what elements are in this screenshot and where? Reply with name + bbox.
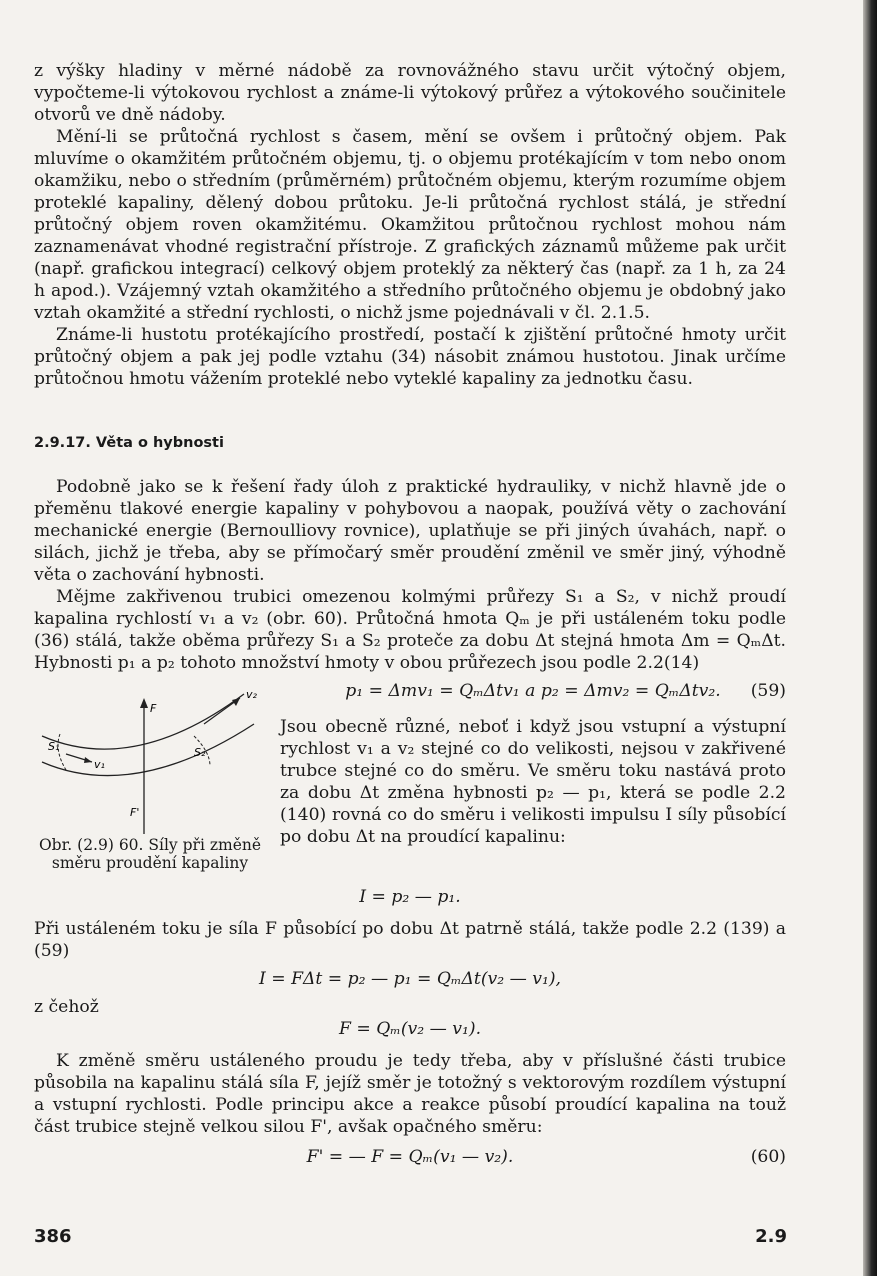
label-v1: v₁ — [94, 758, 105, 771]
paragraph: Známe-li hustotu protékajícího prostředí, postačí k zjištění průtočné hmoty určit průtočný objem a pak jej podle vztahu (34) násobit známou hustotou. Jinak určíme průtočnou hmotu vážením proteklé nebo vyteklé kapaliny za jednotku času. — [34, 325, 786, 389]
label-S2: S₂ — [194, 746, 206, 759]
page-body — [34, 60, 786, 1168]
equation-number: (60) — [750, 1147, 786, 1167]
label-S1: S₁ — [48, 740, 60, 753]
force-f-arrowhead — [140, 698, 148, 708]
paragraph: Jsou obecně různé, neboť i když jsou vstupní a výstupní rychlost v₁ a v₂ stejné co do velikosti, nejsou v zakřivené trubce stejné co do směru. Ve směru toku nastává proto za dobu Δt změna hybnosti p₂ — p₁, která se podle 2.2 (140) rovná co do směru i velikosti impulsu I síly působící po dobu Δt na proudící kapalinu: — [280, 717, 786, 847]
text-whence: z čehož — [34, 997, 99, 1017]
equation-force: F = Qₘ(v₂ — v₁). — [338, 1019, 482, 1039]
curved-tube-diagram — [34, 684, 264, 834]
equation-59: p₁ = Δmv₁ = QₘΔtv₁ a p₂ = Δmv₂ = QₘΔtv₂. — [345, 681, 721, 701]
equation-60: F' = — F = Qₘ(v₁ — v₂). — [306, 1147, 514, 1167]
equation-impulse: I = p₂ — p₁. — [359, 887, 461, 907]
label-F-prime: F' — [130, 806, 140, 819]
paragraph: Mějme zakřivenou trubici omezenou kolmými průřezy S₁ a S₂, v nichž proudí kapalina rychlostí v₁ a v₂ (obr. 60). Průtočná hmota Qₘ je při ustáleném toku podle (36) stálá, takže oběma průřezy S₁ a S₂ proteče za dobu Δt stejná hmota Δm = QₘΔt. Hybnosti p₁ a p₂ tohoto množství hmoty v obou průřezech jsou podle 2.2(14) — [34, 587, 786, 673]
equation-60-row — [34, 1146, 786, 1168]
page-number: 386 — [34, 1226, 72, 1247]
label-v2: v₂ — [246, 688, 257, 701]
paragraph: Podobně jako se k řešení řady úloh z praktické hydrauliky, v nichž hlavně jde o přeměnu tlakové energie kapaliny v pohybovou a naopak, používá věty o zachování mechanické energie (Bernoulliovy rovnice), uplatňuje se při jiných úvahách, např. o silách, jichž je třeba, aby se přímočarý směr proudění změnil ve směr jiný, výhodně věta o zachování hybnosti. — [34, 477, 786, 585]
equation-59-row — [280, 680, 786, 702]
v1-arrowhead — [84, 757, 92, 763]
equation-number: (59) — [750, 681, 786, 701]
figure-60 — [34, 684, 266, 872]
paragraph: K změně směru ustáleného proudu je tedy třeba, aby v příslušné části trubice působila na kapalinu stálá síla F, jejíž směr je totožný s vektorovým rozdílem výstupní a vstupní rychlosti. Podle principu akce a reakce působí proudící kapalina na touž část trubice stejně velkou silou F', avšak opačného směru: — [34, 1051, 786, 1137]
equation-force-dt: I = FΔt = p₂ — p₁ = QₘΔt(v₂ — v₁), — [258, 969, 562, 989]
paragraph: Při ustáleném toku je síla F působící po dobu Δt patrně stálá, takže podle 2.2 (139) a (59) — [34, 919, 786, 961]
section-marker: 2.9 — [755, 1226, 787, 1247]
tube-wall-lower — [42, 724, 254, 776]
page-footer — [34, 1226, 787, 1247]
figure-caption: Obr. (2.9) 60. Síly při změně směru proudění kapaliny — [38, 836, 262, 872]
paragraph: Mění-li se průtočná rychlost s časem, mění se ovšem i průtočný objem. Pak mluvíme o okamžitém průtočném objemu, tj. o objemu protékajícím v tom nebo onom okamžiku, nebo o středním (průměrném) průtočném objemu, kterým rozumíme objem proteklé kapaliny, dělený dobou průtoku. Je-li průtočná rychlost stálá, je střední průtočný objem roven okamžitému. Okamžitou průtočnou rychlost mohou nám zaznamenávat vhodné registrační přístroje. Z grafických záznamů můžeme pak určit (např. grafickou integrací) celkový objem proteklý za některý čas (např. za 1 h, za 24 h apod.). Vzájemný vztah okamžitého a středního průtočného objemu je obdobný jako vztah okamžité a střední rychlosti, o nichž jsme pojednávali v čl. 2.1.5. — [34, 127, 786, 323]
label-F: F — [150, 702, 157, 715]
section-heading: 2.9.17. Věta o hybnosti — [34, 435, 224, 451]
paragraph: z výšky hladiny v měrné nádobě za rovnovážného stavu určit výtočný objem, vypočteme-li výtokovou rychlost a známe-li výtokový průřez a výtokového součinitele otvorů ve dně nádoby. — [34, 61, 786, 125]
page-edge — [863, 0, 877, 1276]
